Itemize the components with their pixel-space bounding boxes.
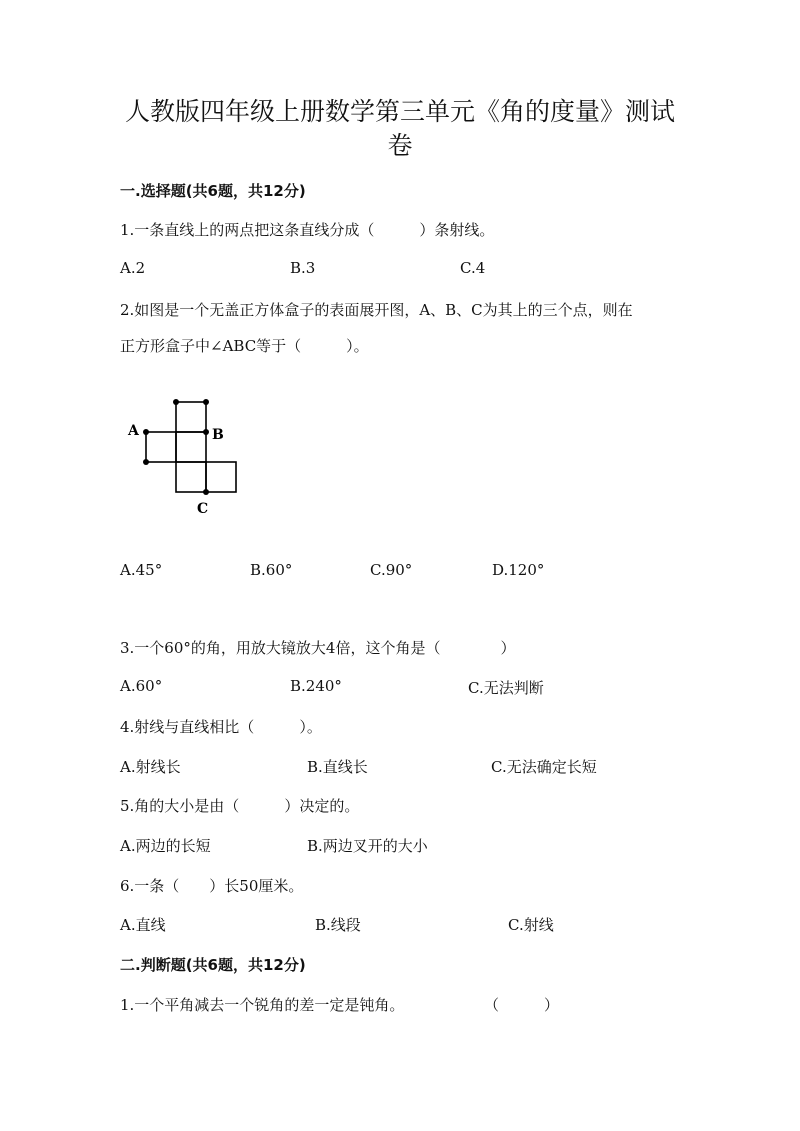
net-square-bottom [176,462,206,492]
point-c-dot [203,489,209,495]
question-2-option-a: A.45° [120,561,163,579]
question-2-text-line2: 正方形盒子中∠ABC等于（ ）。 [120,337,369,355]
net-dot [143,459,149,465]
cube-net-figure [118,392,258,517]
question-3-option-c: C.无法判断 [468,679,544,697]
question-2-option-c: C.90° [370,561,413,579]
question-5-option-a: A.两边的长短 [120,837,211,855]
question-4-option-b: B.直线长 [307,758,368,776]
section-heading-true-false: 二.判断题(共6题，共12分) [120,956,306,974]
question-5-option-b: B.两边叉开的大小 [307,837,428,855]
question-1-option-b: B.3 [290,259,316,277]
question-6-text: 6.一条（ ）长50厘米。 [120,877,304,895]
point-a-dot [143,429,149,435]
page-title-line2: 卷 [387,131,413,160]
net-square-center [176,432,206,462]
question-1-option-a: A.2 [120,259,146,277]
question-4-option-c: C.无法确定长短 [491,758,597,776]
question-1-option-c: C.4 [460,259,486,277]
tf-question-1-text: 1.一个平角减去一个锐角的差一定是钝角。 [120,996,405,1014]
question-4-text: 4.射线与直线相比（ ）。 [120,718,322,736]
question-6-option-b: B.线段 [315,916,361,934]
question-5-text: 5.角的大小是由（ ）决定的。 [120,797,360,815]
question-6-option-a: A.直线 [120,916,166,934]
point-b-label: B [212,427,224,443]
net-square-left [146,432,176,462]
page-title-line1: 人教版四年级上册数学第三单元《角的度量》测试 [124,97,675,126]
section-heading-choice: 一.选择题(共6题，共12分) [120,182,306,200]
question-2-option-d: D.120° [492,561,545,579]
net-dot [173,399,179,405]
question-4-option-a: A.射线长 [120,758,181,776]
question-3-option-a: A.60° [120,677,163,695]
net-square-top [176,402,206,432]
question-6-option-c: C.射线 [508,916,554,934]
question-3-option-b: B.240° [290,677,342,695]
net-dot [203,399,209,405]
question-2-option-b: B.60° [250,561,293,579]
point-a-label: A [128,423,139,439]
tf-question-1-bracket: （ ） [484,996,560,1014]
question-2-text-line1: 2.如图是一个无盖正方体盒子的表面展开图，A、B、C为其上的三个点，则在 [120,301,633,319]
point-c-label: C [197,501,209,517]
question-1-text: 1.一条直线上的两点把这条直线分成（ ）条射线。 [120,221,495,239]
question-3-text: 3.一个60°的角，用放大镜放大4倍，这个角是（ ） [120,639,516,657]
point-b-dot [203,429,209,435]
net-square-right [206,462,236,492]
